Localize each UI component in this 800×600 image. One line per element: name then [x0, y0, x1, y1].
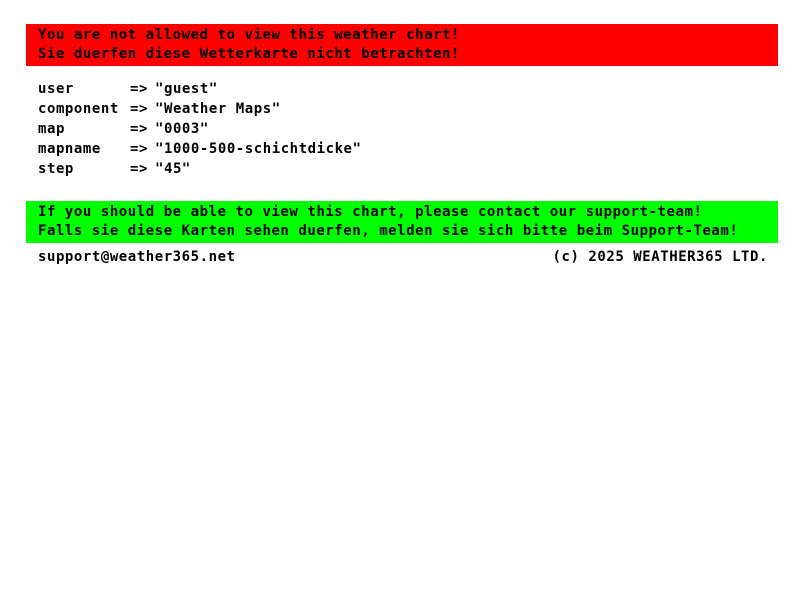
detail-row-user	[38, 79, 362, 99]
detail-key: step	[38, 161, 74, 177]
detail-key: user	[38, 81, 74, 97]
detail-value: "guest"	[155, 81, 218, 97]
detail-row-map	[38, 119, 362, 139]
detail-row-component	[38, 99, 362, 119]
denied-message-de: Sie duerfen diese Wetterkarte nicht betrachten!	[38, 46, 460, 62]
detail-row-mapname	[38, 139, 362, 159]
support-message-de: Falls sie diese Karten sehen duerfen, melden sie sich bitte beim Support-Team!	[38, 223, 739, 239]
arrow-glyph: =>	[130, 141, 148, 157]
arrow-glyph: =>	[130, 161, 148, 177]
detail-row-step	[38, 159, 362, 179]
support-message-en: If you should be able to view this chart, please contact our support-team!	[38, 204, 703, 220]
footer	[26, 247, 778, 267]
arrow-glyph: =>	[130, 101, 148, 117]
detail-value: "1000-500-schichtdicke"	[155, 141, 362, 157]
detail-key: map	[38, 121, 65, 137]
detail-value: "0003"	[155, 121, 209, 137]
arrow-glyph: =>	[130, 81, 148, 97]
access-denied-banner	[26, 24, 778, 66]
detail-value: "Weather Maps"	[155, 101, 281, 117]
copyright-text: (c) 2025 WEATHER365 LTD.	[552, 249, 768, 265]
detail-key: mapname	[38, 141, 101, 157]
detail-value: "45"	[155, 161, 191, 177]
request-details-list	[38, 79, 362, 179]
arrow-glyph: =>	[130, 121, 148, 137]
denied-message-en: You are not allowed to view this weather chart!	[38, 27, 460, 43]
support-email: support@weather365.net	[38, 249, 236, 265]
support-contact-banner	[26, 201, 778, 243]
detail-key: component	[38, 101, 119, 117]
